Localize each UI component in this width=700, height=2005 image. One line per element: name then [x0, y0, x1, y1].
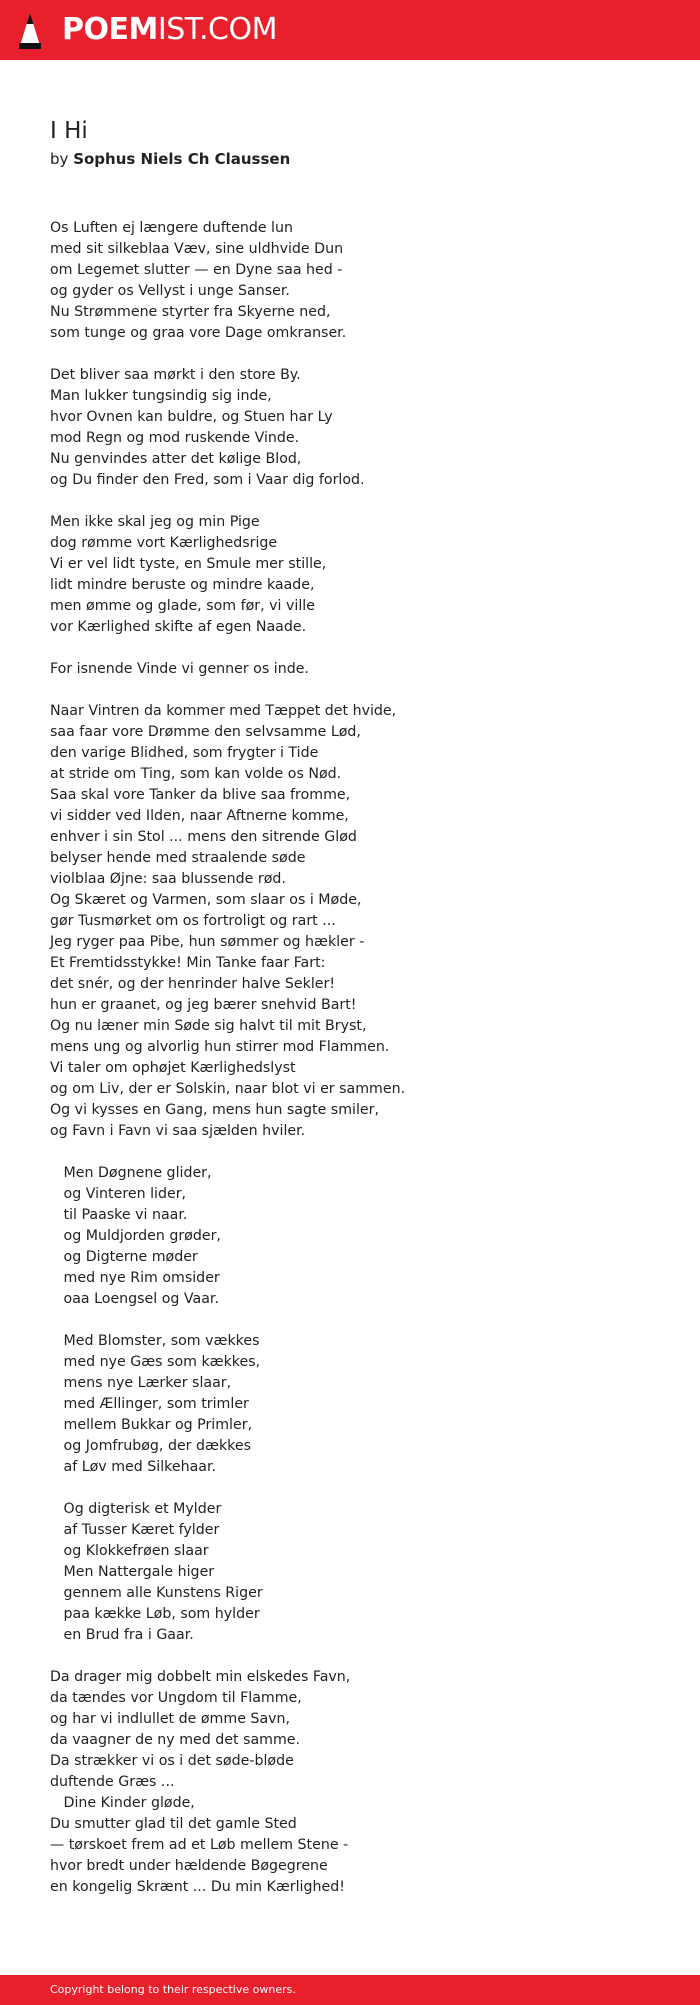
author-name: Sophus Niels Ch Claussen: [73, 150, 291, 168]
site-footer: [0, 1975, 700, 2005]
byline: [50, 148, 290, 170]
copyright-text: Copyright belong to their respective owners.: [50, 1983, 296, 1996]
poem-title: I Hi: [50, 118, 88, 144]
logo-text-thin: IST.COM: [157, 12, 277, 47]
site-header: [0, 0, 700, 60]
by-label: by: [50, 150, 69, 168]
pencil-icon[interactable]: [18, 11, 42, 51]
poem-text: Os Luften ej længere duftende lun med sit silkeblaa Væv, sine uldhvide Dun om Legemet slutter — en Dyne saa hed - og gyder os Vellyst i unge Sanser. Nu Strømmene styrter fra Skyerne ned, som tunge og graa vore Dage omkranser. Det bliver saa mørkt i den store By. Man lukker tungsindig sig inde, hvor Ovnen kan buldre, og Stuen har Ly mod Regn og mod ruskende Vinde. Nu genvindes atter det kølige Blod, og Du finder den Fred, som i Vaar dig forlod. Men ikke skal jeg og min Pige dog rømme vort Kærlighedsrige Vi er vel lidt tyste, en Smule mer stille, lidt mindre beruste og mindre kaade, men ømme og glade, som før, vi ville vor Kærlighed skifte af egen Naade. For isnende Vinde vi genner os inde. Naar Vintren da kommer med Tæppet det hvide, saa faar vore Drømme den selvsamme Lød, den varige Blidhed, som frygter i Tide at stride om Ting, som kan volde os Nød. Saa skal vore Tanker da blive saa fromme, vi sidder ved Ilden, naar Aftnerne komme, enhver i sin Stol ... mens den sitrende Glød belyser hende med straalende søde violblaa Øjne: saa blussende rød. Og Skæret og Varmen, som slaar os i Møde, gør Tusmørket om os fortroligt og rart ... Jeg ryger paa Pibe, hun sømmer og hækler - Et Fremtidsstykke! Min Tanke faar Fart: det snér, og der henrinder halve Sekler! hun er graanet, og jeg bærer snehvid Bart! Og nu læner min Søde sig halvt til mit Bryst, mens ung og alvorlig hun stirrer mod Flammen. Vi taler om ophøjet Kærlighedslyst og om Liv, der er Solskin, naar blot vi er sammen. Og vi kysses en Gang, mens hun sagte smiler, og Favn i Favn vi saa sjælden hviler. Men Døgnene glider, og Vinteren lider, til Paaske vi naar. og Muldjorden grøder, og Digterne møder med nye Rim omsider oaa Loengsel og Vaar. Med Blomster, som vækkes med nye Gæs som kækkes, mens nye Lærker slaar, med Ællinger, som trimler mellem Bukkar og Primler, og Jomfrubøg, der dækkes af Løv med Silkehaar. Og digterisk et Mylder af Tusser Kæret fylder og Klokkefrøen slaar Men Nattergale higer gennem alle Kunstens Riger paa kække Løb, som hylder en Brud fra i Gaar. Da drager mig dobbelt min elskedes Favn, da tændes vor Ungdom til Flamme, og har vi indlullet de ømme Savn, da vaagner de ny med det samme. Da strækker vi os i det søde-bløde duftende Græs ... Dine Kinder gløde, Du smutter glad til det gamle Sted — tørskoet frem ad et Løb mellem Stene - hvor bredt under hældende Bøgegrene en kongelig Skrænt ... Du min Kærlighed!: [50, 220, 406, 1895]
site-logo[interactable]: [62, 13, 277, 47]
logo-text-bold: POEM: [62, 12, 158, 47]
